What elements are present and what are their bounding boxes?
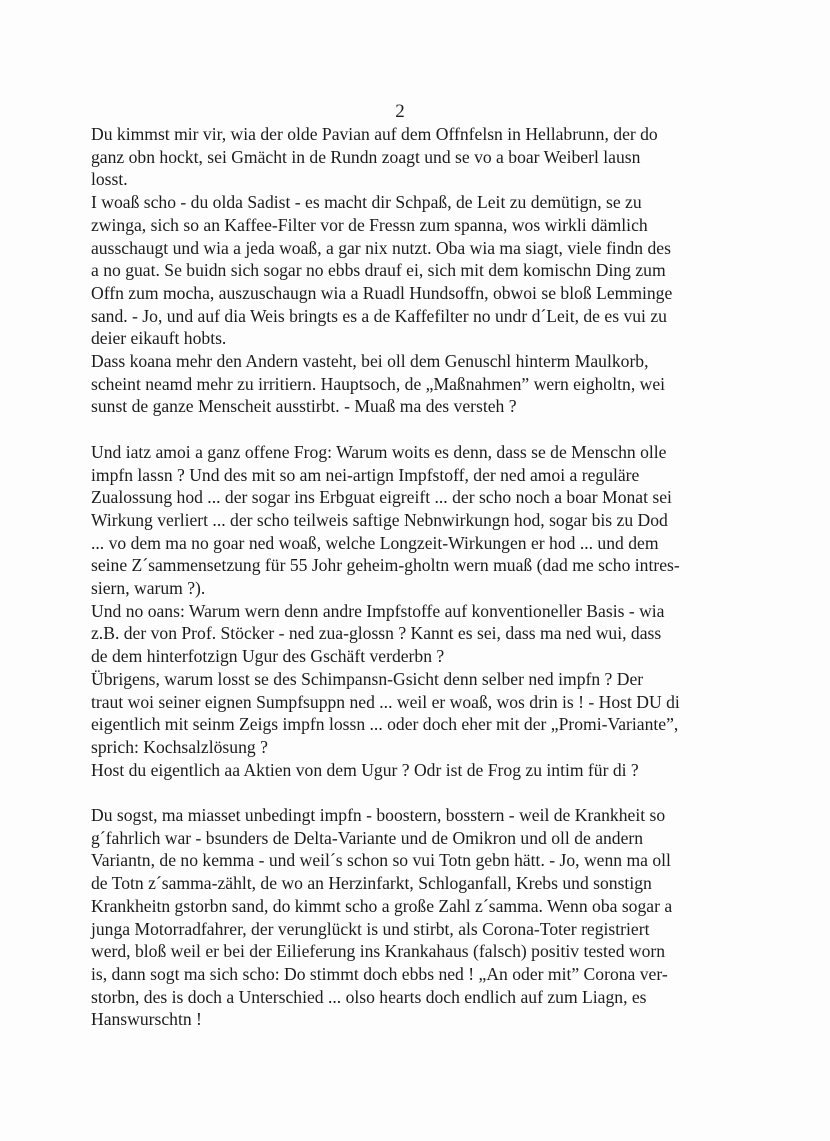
text-line: zwinga, sich so an Kaffee-Filter vor de Fressn zum spanna, wos wirkli dämlich [91, 214, 648, 235]
text-line: Hanswurschtn ! [91, 1009, 202, 1030]
text-line: Übrigens, warum losst se des Schimpansn-Gsicht denn selber ned impfn ? Der [91, 668, 644, 689]
text-line: I woaß scho - du olda Sadist - es macht dir Schpaß, de Leit zu demütign, se zu [91, 192, 642, 213]
text-line: Offn zum mocha, auszuschaugn wia a Ruadl Hundsoffn, obwoi se bloß Lemminge [91, 282, 673, 303]
text-line: de Totn z´samma-zählt, de wo an Herzinfarkt, Schloganfall, Krebs und sonstign [91, 873, 652, 894]
text-line: ausschaugt und wia a jeda woaß, a gar nix nutzt. Oba wia ma siagt, viele findn des [91, 237, 671, 258]
text-line: Wirkung verliert ... der scho teilweis saftige Nebnwirkungn hod, sogar bis zu Dod [91, 509, 668, 530]
text-line: traut woi seiner eignen Sumpfsuppn ned ... weil er woaß, wos drin is ! - Host DU di [91, 691, 680, 712]
paragraph [91, 804, 731, 1031]
text-line: Variantn, de no kemma - und weil´s schon so vui Totn gebn hätt. - Jo, wenn ma oll [91, 850, 671, 871]
letter-body [91, 123, 731, 1031]
text-line: sunst de ganze Menscheit ausstirbt. - Muaß ma des versteh ? [91, 396, 517, 417]
text-line: scheint neamd mehr zu irritiern. Hauptsoch, de „Maßnahmen” wern eigholtn, wei [91, 373, 666, 394]
text-line: deier eikauft hobts. [91, 328, 227, 349]
paragraph [91, 441, 731, 782]
text-line: Und iatz amoi a ganz offene Frog: Warum woits es denn, dass se de Menschn olle [91, 441, 667, 462]
text-line: losst. [91, 169, 128, 190]
text-line: sand. - Jo, und auf dia Weis bringts es a de Kaffefilter no undr d´Leit, de es vui zu [91, 305, 667, 326]
text-line: werd, bloß weil er bei der Eilieferung ins Krankahaus (falsch) positiv tested worn [91, 941, 666, 962]
paragraph-gap [91, 418, 731, 441]
text-line: sprich: Kochsalzlösung ? [91, 736, 268, 757]
text-line: seine Z´sammensetzung für 55 Johr geheim-gholtn wern muaß (dad me scho intres- [91, 555, 680, 576]
text-line: impfn lassn ? Und des mit so am nei-artign Impfstoff, der ned amoi a reguläre [91, 464, 640, 485]
text-line: Host du eigentlich aa Aktien von dem Ugur ? Odr ist de Frog zu intim für di ? [91, 759, 639, 780]
text-line: g´fahrlich war - bsunders de Delta-Variante und de Omikron und oll de andern [91, 827, 644, 848]
text-line: junga Motorradfahrer, der verunglückt is und stirbt, als Corona-Toter registriert [91, 918, 650, 939]
page-number: 2 [395, 101, 405, 122]
text-line: Dass koana mehr den Andern vasteht, bei oll dem Genuschl hinterm Maulkorb, [91, 351, 649, 372]
text-line: z.B. der von Prof. Stöcker - ned zua-glossn ? Kannt es sei, dass ma ned wui, dass [91, 623, 662, 644]
text-line: Krankheitn gstorbn sand, do kimmt scho a große Zahl z´samma. Wenn oba sogar a [91, 895, 673, 916]
text-line: ... vo dem ma no goar ned woaß, welche Longzeit-Wirkungen er hod ... und dem [91, 532, 659, 553]
text-line: Und no oans: Warum wern denn andre Impfstoffe auf konventioneller Basis - wia [91, 600, 665, 621]
text-line: storbn, des is doch a Unterschied ... olso hearts doch endlich auf zum Liagn, es [91, 986, 647, 1007]
text-line: de dem hinterfotzign Ugur des Gschäft verderbn ? [91, 646, 445, 667]
paragraph [91, 123, 731, 418]
text-line: Du sogst, ma miasset unbedingt impfn - boostern, bosstern - weil de Krankheit so [91, 805, 666, 826]
paragraph-gap [91, 781, 731, 804]
text-line: eigentlich mit seinm Zeigs impfn lossn ... oder doch eher mit der „Promi-Variante”, [91, 714, 679, 735]
text-line: a no guat. Se buidn sich sogar no ebbs drauf ei, sich mit dem komischn Ding zum [91, 260, 666, 281]
text-line: ganz obn hockt, sei Gmächt in de Rundn zoagt und se vo a boar Weiberl lausn [91, 146, 641, 167]
text-line: is, dann sogt ma sich scho: Do stimmt doch ebbs ned ! „An oder mit” Corona ver- [91, 963, 668, 984]
text-line: Du kimmst mir vir, wia der olde Pavian auf dem Offnfelsn in Hellabrunn, der do [91, 124, 658, 144]
text-line: Zualossung hod ... der sogar ins Erbguat eigreift ... der scho noch a boar Monat sei [91, 487, 672, 508]
text-line: siern, warum ?). [91, 578, 206, 599]
